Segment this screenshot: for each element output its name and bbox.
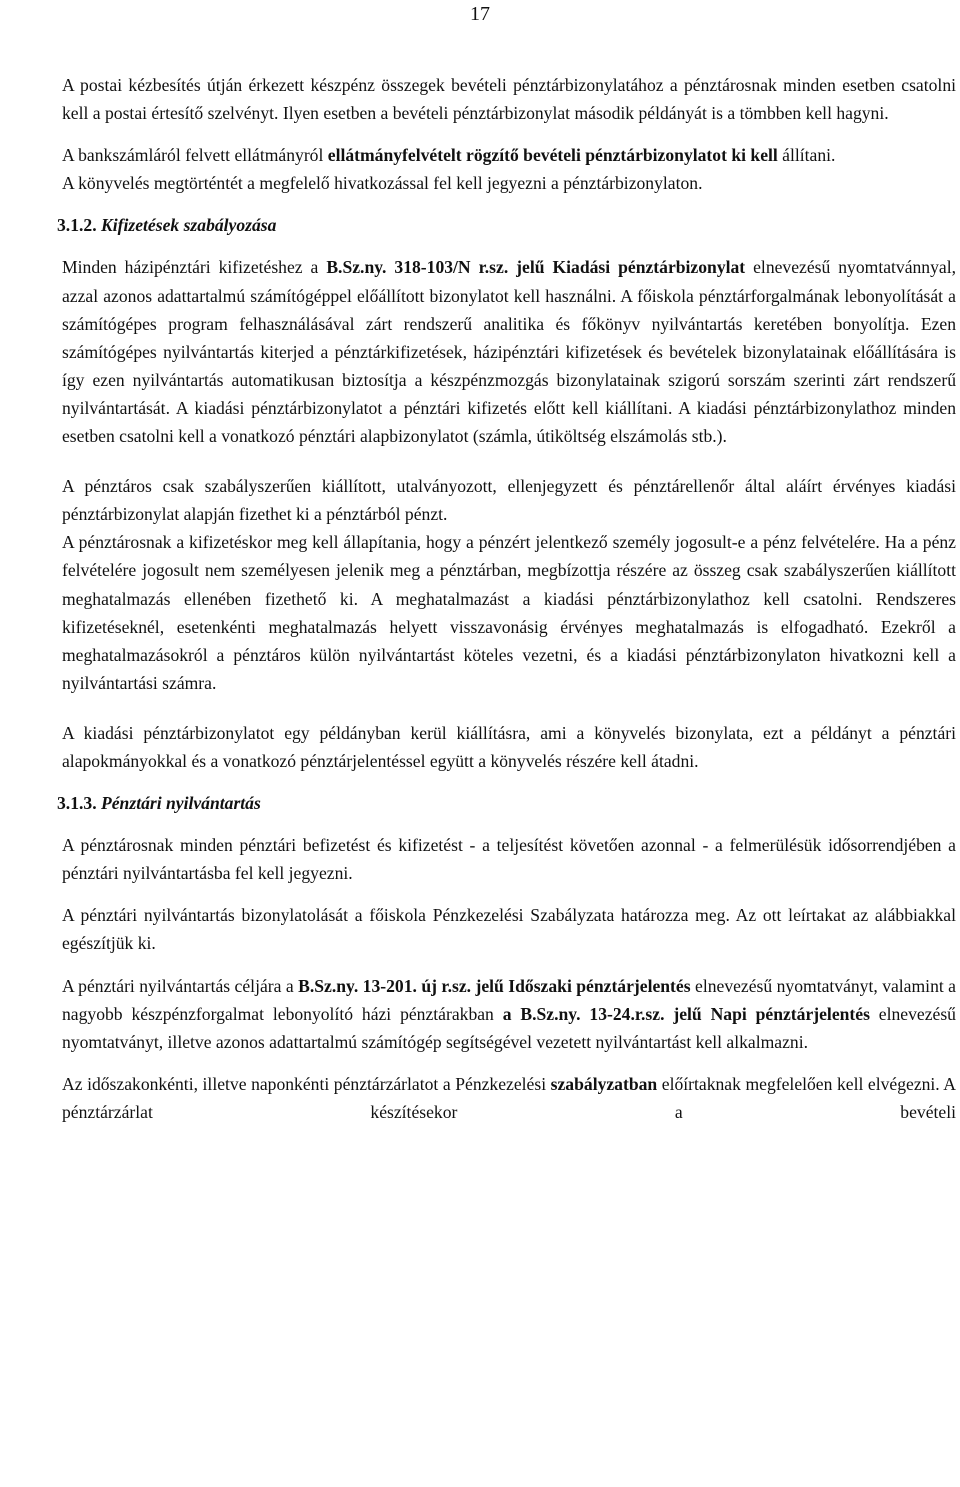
paragraph-text: előírtaknak megfelelően kell elvégezni. A pénztárzárlat készítésekor a bevételi [62,1073,957,1122]
section-title: Pénztári nyilvántartás [101,793,261,814]
paragraph-text: Minden házipénztári kifizetéshez a [62,257,327,278]
paragraph-text: állítani. [777,145,836,166]
paragraph-voucher-copy: A kiadási pénztárbizonylatot egy példányban kerül kiállításra, ami a könyvelés bizonylata, ezt a példányt a pénztári alapokmányokkal és a vonatkozó pénztárjelentéssel együtt a könyvelés részére kell átadni. [62,722,956,771]
paragraph-bank-allowance [62,141,956,169]
section-number: 3.1.3. [57,793,97,814]
paragraph-postal-receipts: A postai kézbesítés útján érkezett készpénz összegek bevételi pénztárbizonylatához a pénztárosnak minden esetben csatolni kell a postai értesítő szelvényt. Ilyen esetben a bevételi pénztárbizonylat második példányát is a tömbben kell hagyni. [62,75,956,124]
section-heading-3-1-3 [57,789,956,817]
bold-text: ellátmányfelvételt rögzítő bevételi pénztárbizonylatot ki kell [327,145,778,166]
paragraph-text: elnevezésű nyomtatványt, valamint a nagyobb készpénzforgalmat lebonyolító házi pénztárakban [62,975,956,1024]
paragraph-authorization: A pénztárosnak a kifizetéskor meg kell állapítania, hogy a pénzért jelentkező személy jogosult-e a pénz felvételére. Ha a pénz felvételére jogosult nem személyesen jelenik meg a pénztárban, megbízottja részére az összeg csak szabályszerűen kiállított meghatalmazás ellenében fizethető ki. A meghatalmazást a kiadási pénztárbizonylathoz kell csatolni. Rendszeres kifizetéseknél, esetenkénti meghatalmazás helyett visszavonásig érvényes meghatalmazás is elfogadható. Ezekről a meghatalmazásokról a pénztáros külön nyilvántartást köteles vezetni, és a kiadási pénztárbizonylaton hivatkozni kell a nyilvántartási számra. [62,532,956,693]
section-number: 3.1.2. [57,215,97,236]
bold-text: szabályzatban [550,1073,658,1094]
paragraph-cash-closing [62,1070,956,1126]
section-title: Kifizetések szabályozása [101,215,277,236]
page-number: 17 [470,3,490,25]
paragraph-cashier-payment: A pénztáros csak szabályszerűen kiállított, utalványozott, ellenjegyzett és pénztárellenőr által aláírt érvényes kiadási pénztárbizonylat alapján fizethet ki a pénztárból pénzt. [62,476,956,525]
bold-text: a B.Sz.ny. 13-24.r.sz. jelű Napi pénztárjelentés [502,1003,870,1024]
paragraph-text: A pénztári nyilvántartás céljára a [62,975,299,996]
paragraph-register-forms [62,972,956,1056]
paragraph-payment-voucher [62,253,956,450]
document-body [57,71,957,1126]
paragraph-register-entries: A pénztárosnak minden pénztári befizetést és kifizetést - a teljesítést követően azonnal - a felmerülésük idősorrendjében a pénztári nyilvántartásba fel kell jegyezni. [62,835,956,884]
paragraph-text: elnevezésű nyomtatvánnyal, azzal azonos adattartalmú számítógéppel előállított bizonylatot kell használni. A főiskola pénztárforgalmának lebonyolítását a számítógépes program felhasználásával zárt rendszerű analitika és főkönyv nyilvántartás keretében bonyolítja. Ezen számítógépes nyilvántartás kiterjed a pénztárkifizetések, házipénztári kifizetések és bevételek bizonylatainak előállítására is így ezen nyilvántartás automatikusan biztosítja a készpénzmozgás bizonylatainak szigorú sorszám szerinti zárt rendszerű nyilvántartását. A kiadási pénztárbizonylatot a pénztári kifizetés előtt kell kiállítani. A kiadási pénztárbizonylathoz minden esetben csatolni kell a vonatkozó pénztári alapbizonylatot (számla, útiköltség elszámolás stb.). [62,257,956,447]
paragraph-text: elnevezésű nyomtatványt, illetve azonos adattartalmú számítógép segítségével vezetett nyilvántartást kell alkalmazni. [62,1003,956,1052]
paragraph-register-documentation: A pénztári nyilvántartás bizonylatolását a főiskola Pénzkezelési Szabályzata határozza meg. Az ott leírtakat az alábbiakkal egészítjük ki. [62,905,956,954]
paragraph-booking-note: A könyvelés megtörténtét a megfelelő hivatkozással fel kell jegyezni a pénztárbizonylaton. [62,173,703,194]
paragraph-text: Az időszakonkénti, illetve naponkénti pénztárzárlatot a Pénzkezelési [62,1073,551,1094]
paragraph-text: A bankszámláról felvett ellátmányról [62,145,328,166]
bold-text: B.Sz.ny. 13-201. új r.sz. jelű Időszaki pénztárjelentés [298,975,691,996]
section-heading-3-1-2 [57,211,956,239]
bold-text: B.Sz.ny. 318-103/N r.sz. jelű Kiadási pénztárbizonylat [326,257,746,278]
